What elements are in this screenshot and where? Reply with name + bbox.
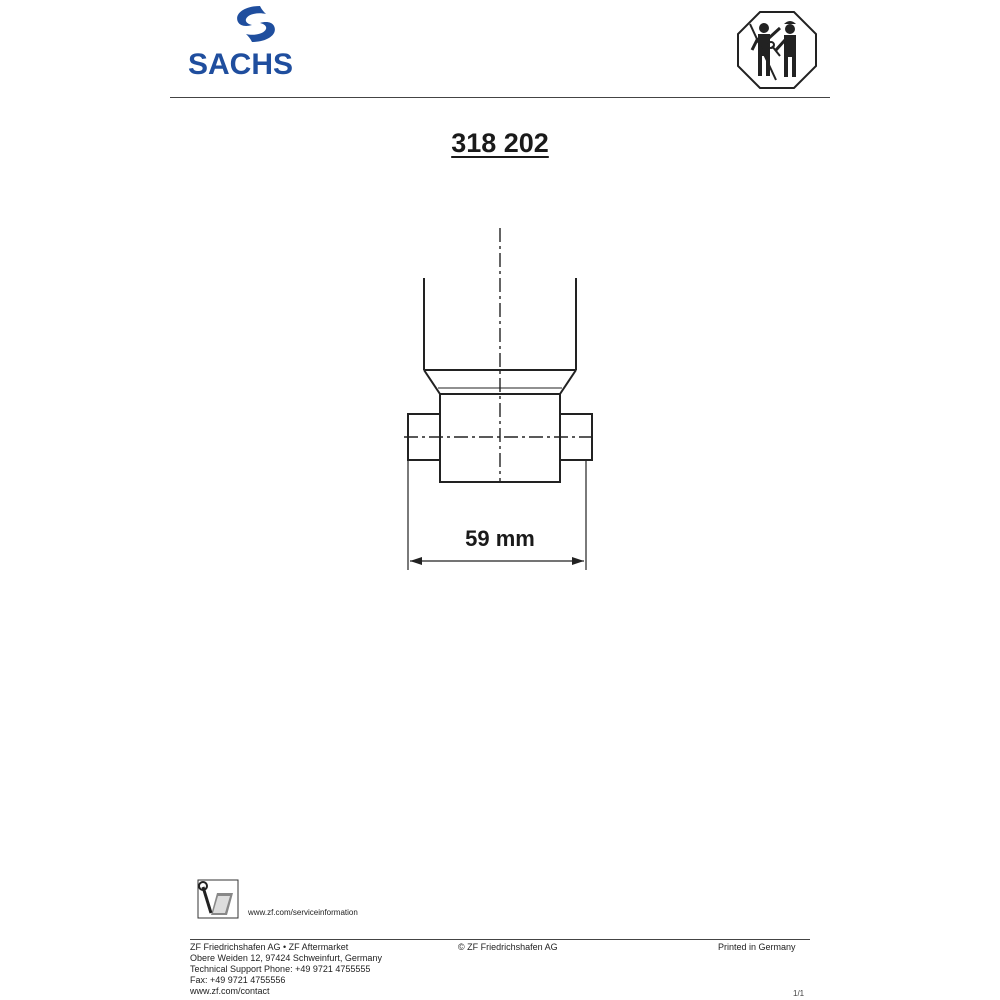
footer-fax: Fax: +49 9721 4755556 xyxy=(190,975,286,985)
footer-company: ZF Friedrichshafen AG • ZF Aftermarket xyxy=(190,942,349,952)
dimension-label: 59 mm xyxy=(465,526,535,551)
footer-printed: Printed in Germany xyxy=(718,942,796,952)
wrench-manual-icon xyxy=(197,879,239,919)
service-info-link[interactable]: www.zf.com/serviceinformation xyxy=(248,908,358,917)
footer-phone: Technical Support Phone: +49 9721 4755555 xyxy=(190,964,371,974)
page-number: 1/1 xyxy=(793,989,805,998)
footer-address xyxy=(190,942,382,997)
professional-installation-icon xyxy=(736,10,818,90)
footer-contact-link[interactable]: www.zf.com/contact xyxy=(190,986,270,996)
part-number xyxy=(0,128,1000,159)
sachs-logo xyxy=(188,0,340,84)
sachs-swirl-logo-icon xyxy=(230,2,282,46)
header-divider xyxy=(170,97,830,98)
part-number-text: 318 202 xyxy=(451,128,549,158)
brand-wordmark: SACHS xyxy=(188,48,294,81)
footer-copyright: © ZF Friedrichshafen AG xyxy=(458,942,558,952)
footer-street: Obere Weiden 12, 97424 Schweinfurt, Germany xyxy=(190,953,382,963)
footer-divider xyxy=(190,939,810,940)
